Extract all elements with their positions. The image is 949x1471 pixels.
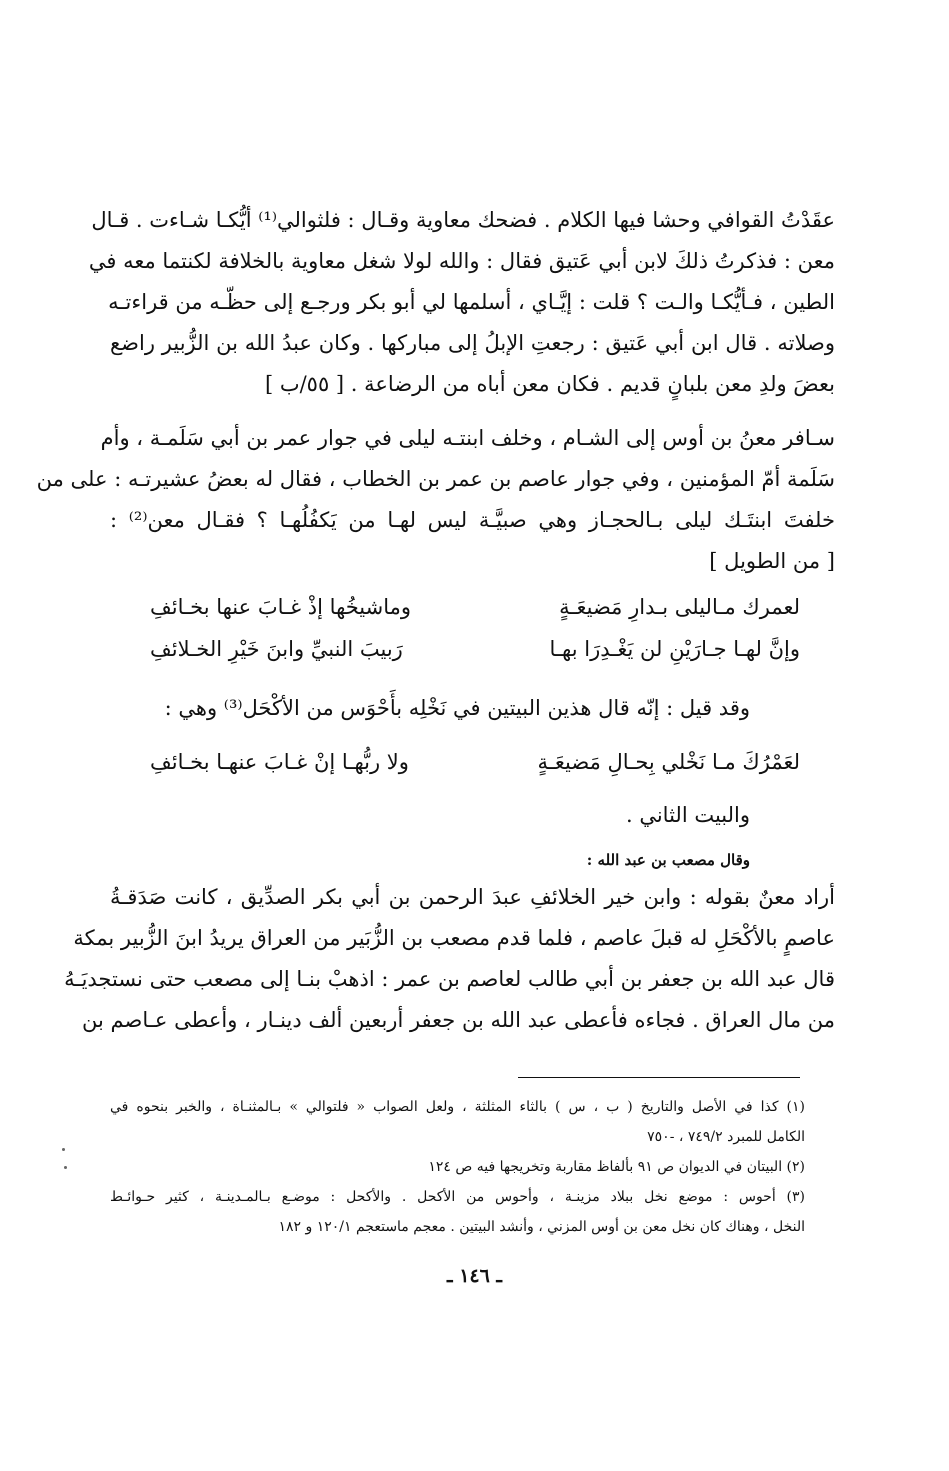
verse-second-hemistich: وماشيخُها إذْ غـابَ عنها بخـائفِ <box>150 595 412 619</box>
paragraph-line: الطين ، فـأيُّكـا والـت ؟ قلت : إيَّـاي ، أسلمها لي أبو بكر ورجـع إلى حظّـه من قراءتـه <box>108 290 835 314</box>
verse-second-hemistich: رَبيبَ النبيِّ وابنَ خَيْرِ الخـلائفِ <box>150 637 403 661</box>
paragraph-line: وصلاته . قال ابن أبي عَتيق : رجعتِ الإبلُ إلى مباركها . وكان عبدُ الله بن الزُّبير راضع <box>110 331 835 355</box>
scan-speck <box>62 1148 65 1151</box>
narrative-line: وقد قيل : إنّه قال هذين البيتين في نَخْلِه بأَحْوَس من الأكْحَل⁽³⁾ وهي : <box>164 696 750 720</box>
paragraph-line: عاصمٍ بالأكْحَلِ له قبلَ عاصم ، فلما قدم مصعب بن الزُّبَير من العراق يريدُ ابنَ الزُّبير بمكة <box>73 926 835 950</box>
footnote-line: النخل ، وهناك كان نخل معن بن أوس المزني ، وأنشد البيتين . معجم ماستعجم ١٢٠/١ و ١٨٢ <box>278 1219 805 1235</box>
paragraph-2 <box>36 418 835 582</box>
footnote-line: (٣) أحوس : موضع نخل ببلاد مزينـة ، وأحوس من الأكحل . والأكحل : موضـع بـالمـدينـة ، كثير حـوائـط <box>110 1189 805 1205</box>
paragraph-1 <box>88 200 835 405</box>
paragraph-3 <box>64 877 835 1041</box>
verse-first-hemistich: لعمرك مـاليلى بـدارِ مَضيعَـةٍ <box>559 595 800 619</box>
paragraph-line: معن : فذكرتُ ذلكَ لابن أبي عَتيق فقال : والله لولا شغل معاوية بالخلافة لكنتما معه في <box>88 249 835 273</box>
poem-verse-3 <box>150 742 800 782</box>
paragraph-line: سَلَمة أمّ المؤمنين ، وفي جوار عاصم بن عمر بن الخطاب ، فقال له بعضُ عشيرتـه : على من <box>36 467 835 491</box>
poem-verse-1 <box>150 587 800 627</box>
paragraph-line: قال عبد الله بن جعفر بن أبي طالب لعاصم بن عمر : اذهبْ بنـا إلى مصعب حتى نستجديَـهُ <box>64 967 835 991</box>
footnote-divider <box>518 1077 800 1078</box>
poetic-meter-label: [ من الطويل ] <box>709 549 835 573</box>
footnotes <box>110 1092 805 1242</box>
paragraph-line: بعضَ ولدِ معن بلبانٍ قديم . فكان معن أباه من الرضاعة . [ ٥٥/ب ] <box>264 372 835 396</box>
paragraph-line: خلفتَ ابنتَـك ليلى بـالحجـاز وهي صبيَّـة ليس لهـا من يَكفُلُهـا ؟ فقـال معن⁽²⁾ : <box>110 508 835 532</box>
scan-speck <box>64 1166 67 1169</box>
paragraph-line: سـافر معنُ بن أوس إلى الشـام ، وخلف ابنتـه ليلى في جوار عمر بن أبي سَلَمـة ، وأم <box>100 426 835 450</box>
footnote-line: (٢) البيتان في الديوان ص ٩١ بألفاظ مقاربة وتخريجها فيه ص ١٢٤ <box>428 1159 805 1175</box>
section-subheading: وقال مصعب بن عبد الله : <box>586 851 750 869</box>
paragraph-line: من مال العراق . فجاءه فأعطى عبد الله بن جعفر أربعين ألف دينـار ، وأعطى عـاصم بن <box>82 1008 835 1032</box>
verse-second-hemistich: ولا ربُّهـا إنْ غـابَ عنهـا بخـائفِ <box>150 750 409 774</box>
poem-verse-2 <box>150 629 800 669</box>
narrative-line: والبيت الثاني . <box>625 803 750 827</box>
footnote-line: (١) كذا في الأصل والتاريخ ( ب ، س ) بالثاء المثلثة ، ولعل الصواب « فلتوالي » بـالمثنـاة ، والخبر بنحوه في <box>110 1099 805 1115</box>
paragraph-line: عقَدْتُ القوافي وحشا فيها الكلام . فضحك معاوية وقـال : فلثوالي⁽¹⁾ أيُّكـا شـاءت . قـال <box>91 208 835 232</box>
verse-first-hemistich: وإنَّ لهـا جـارَيْنِ لن يَغْـدِرَا بهـا <box>549 637 800 661</box>
page-number: ـ ١٤٦ ـ <box>447 1265 502 1287</box>
footnote-line: الكامل للمبرد ٧٤٩/٢ ، -٧٥٠ <box>647 1129 805 1145</box>
verse-first-hemistich: لعَمْرُكَ مـا نَخْلي بِحـالِ مَضيعَـةٍ <box>537 750 800 774</box>
paragraph-line: أراد معنٌ بقوله : وابن خير الخلائفِ عبدَ الرحمن بن أبي بكر الصدِّيق ، كانت صَدَقـةُ <box>110 885 835 909</box>
